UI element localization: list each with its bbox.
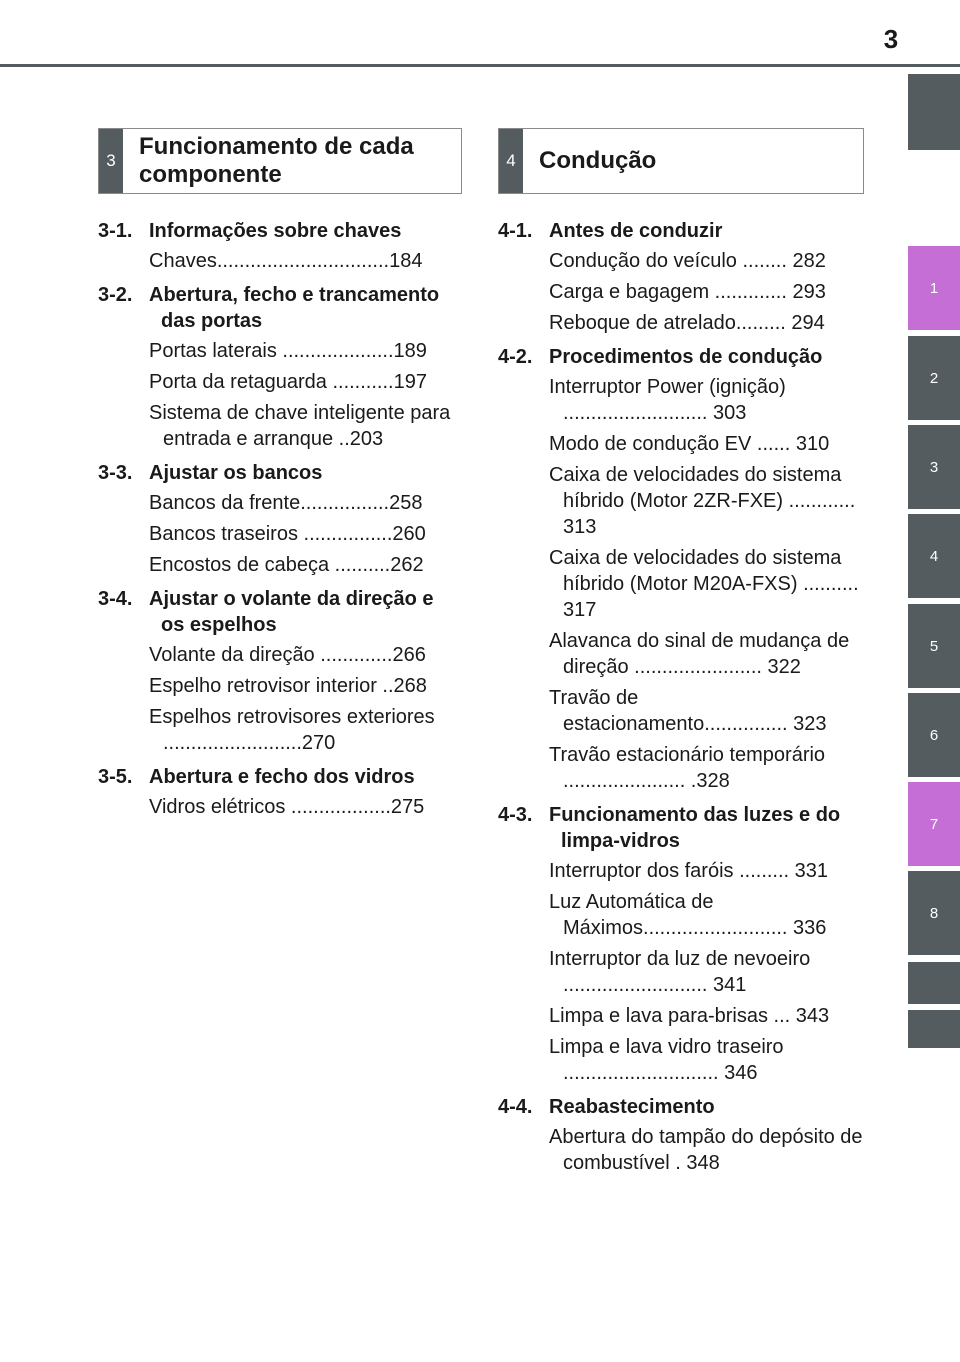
section-4-header <box>498 128 864 194</box>
subsection-code: 3-3. <box>98 462 133 484</box>
section-3-header <box>98 128 462 194</box>
subsection-code: 4-2. <box>498 346 533 368</box>
section-title: Funcionamento de cada componente <box>139 133 414 188</box>
toc-entry[interactable]: Modo de condução EV ...... 310 <box>549 433 830 455</box>
subsection-title: Reabastecimento <box>549 1096 715 1118</box>
subsection-title: Antes de conduzir <box>549 220 723 242</box>
toc-entry[interactable]: Interruptor Power (ignição) .......................... 303 <box>549 376 786 424</box>
section-number: 4 <box>499 129 523 193</box>
chapter-tab-2[interactable]: 2 <box>908 336 960 420</box>
subsection-title: Abertura, fecho e trancamento das portas <box>149 284 440 332</box>
toc-entry[interactable]: Caixa de velocidades do sistema híbrido (Motor M20A-FXS) .......... 317 <box>549 547 859 621</box>
section-4-toc <box>498 218 864 1176</box>
subsection-code: 3-2. <box>98 284 133 306</box>
subsection-heading[interactable] <box>498 1094 864 1120</box>
section-3-column <box>98 128 462 825</box>
subsection-code: 3-4. <box>98 588 133 610</box>
toc-entry[interactable]: Chaves...............................184 <box>149 250 423 272</box>
toc-entry[interactable]: Alavanca do sinal de mudança de direção ....................... 322 <box>549 630 850 678</box>
chapter-tab-1[interactable]: 1 <box>908 246 960 330</box>
subsection-title: Informações sobre chaves <box>149 220 402 242</box>
toc-entry[interactable]: Porta da retaguarda ...........197 <box>149 371 427 393</box>
toc-entry[interactable]: Espelhos retrovisores exteriores .........................270 <box>149 706 435 754</box>
subsection-code: 3-1. <box>98 220 133 242</box>
toc-entry[interactable]: Carga e bagagem ............. 293 <box>549 281 826 303</box>
toc-entry[interactable]: Limpa e lava vidro traseiro ............................ 346 <box>549 1036 784 1084</box>
subsection-heading[interactable] <box>98 218 462 244</box>
toc-entry[interactable]: Vidros elétricos ..................275 <box>149 796 425 818</box>
toc-entry[interactable]: Condução do veículo ........ 282 <box>549 250 826 272</box>
chapter-tab-5[interactable]: 5 <box>908 604 960 688</box>
toc-entry[interactable]: Volante da direção .............266 <box>149 644 426 666</box>
subsection-code: 4-1. <box>498 220 533 242</box>
toc-entry[interactable]: Caixa de velocidades do sistema híbrido (Motor 2ZR-FXE) ............ 313 <box>549 464 856 538</box>
toc-entry[interactable]: Bancos traseiros ................260 <box>149 523 426 545</box>
toc-entry[interactable]: Bancos da frente................258 <box>149 492 423 514</box>
section-number: 3 <box>99 129 123 193</box>
toc-entry[interactable]: Interruptor da luz de nevoeiro .......................... 341 <box>549 948 811 996</box>
subsection-title: Ajustar o volante da direção e os espelhos <box>149 588 434 636</box>
chapter-tab-3[interactable]: 3 <box>908 425 960 509</box>
subsection-heading[interactable] <box>498 218 864 244</box>
chapter-tab-7[interactable]: 7 <box>908 782 960 866</box>
toc-entry[interactable]: Abertura do tampão do depósito de combustível . 348 <box>549 1126 863 1174</box>
toc-entry[interactable]: Encostos de cabeça ..........262 <box>149 554 424 576</box>
toc-entry[interactable]: Espelho retrovisor interior ..268 <box>149 675 427 697</box>
subsection-code: 3-5. <box>98 766 133 788</box>
chapter-tab-blank[interactable] <box>908 74 960 150</box>
page-number: 3 <box>883 24 899 54</box>
subsection-heading[interactable] <box>498 344 864 370</box>
subsection-code: 4-4. <box>498 1096 533 1118</box>
chapter-tab-6[interactable]: 6 <box>908 693 960 777</box>
toc-entry[interactable]: Portas laterais ....................189 <box>149 340 427 362</box>
chapter-tab-4[interactable]: 4 <box>908 514 960 598</box>
toc-entry[interactable]: Limpa e lava para-brisas ... 343 <box>549 1005 830 1027</box>
toc-entry[interactable]: Travão de estacionamento............... 323 <box>549 687 827 735</box>
chapter-tab-8[interactable]: 8 <box>908 871 960 955</box>
section-3-toc <box>98 218 462 820</box>
section-title: Condução <box>539 147 657 174</box>
subsection-heading[interactable] <box>98 282 462 334</box>
toc-entry[interactable]: Sistema de chave inteligente para entrada e arranque ..203 <box>149 402 451 450</box>
toc-entry[interactable]: Luz Automática de Máximos.......................... 336 <box>549 891 827 939</box>
subsection-title: Funcionamento das luzes e do limpa-vidros <box>549 804 841 852</box>
section-4-column <box>498 128 864 1181</box>
chapter-tab-blank[interactable] <box>908 962 960 1004</box>
subsection-title: Ajustar os bancos <box>149 462 323 484</box>
subsection-heading[interactable] <box>98 586 462 638</box>
toc-entry[interactable]: Reboque de atrelado......... 294 <box>549 312 825 334</box>
subsection-title: Procedimentos de condução <box>549 346 823 368</box>
subsection-heading[interactable] <box>98 460 462 486</box>
subsection-heading[interactable] <box>498 802 864 854</box>
subsection-code: 4-3. <box>498 804 533 826</box>
subsection-title: Abertura e fecho dos vidros <box>149 766 415 788</box>
toc-entry[interactable]: Interruptor dos faróis ......... 331 <box>549 860 829 882</box>
subsection-heading[interactable] <box>98 764 462 790</box>
toc-entry[interactable]: Travão estacionário temporário ...................... .328 <box>549 744 826 792</box>
header-rule <box>0 64 960 67</box>
chapter-tab-blank[interactable] <box>908 1010 960 1048</box>
